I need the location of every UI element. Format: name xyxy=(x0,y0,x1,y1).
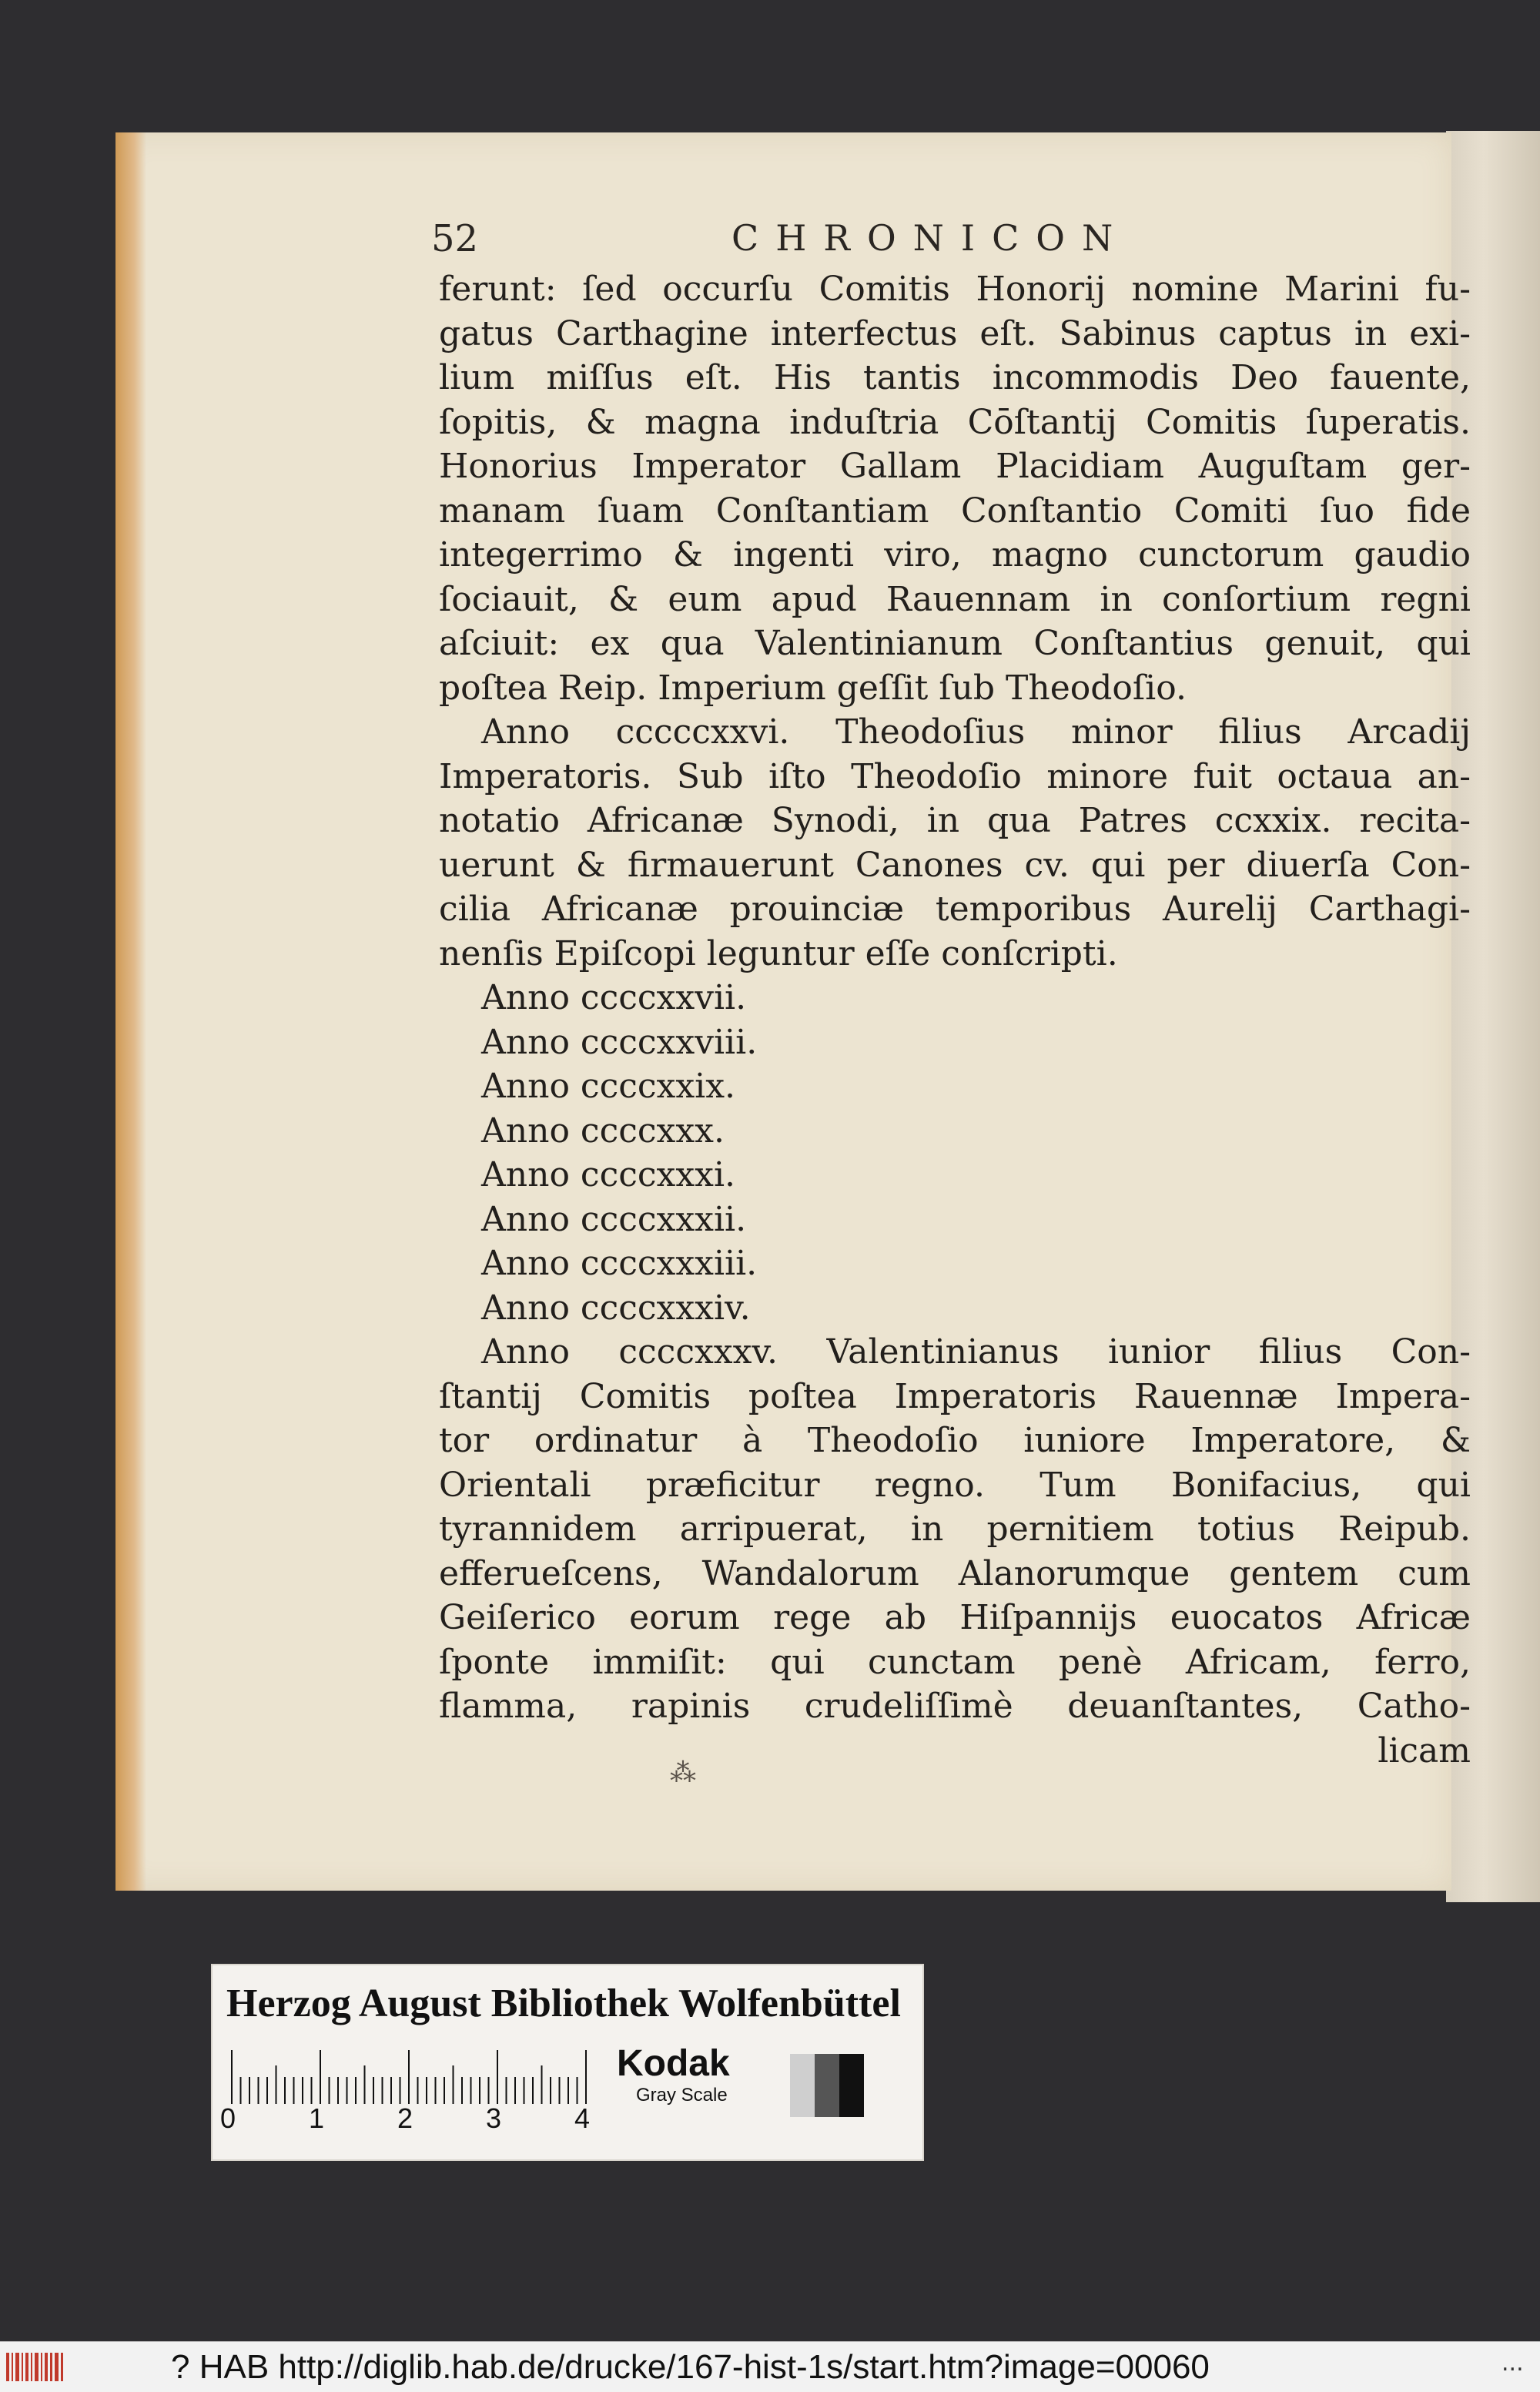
text-line: Anno ccccxxxiv. xyxy=(481,1288,751,1328)
ornament-icon: ⁂ xyxy=(670,1757,696,1788)
kodak-subtitle: Gray Scale xyxy=(636,2085,728,2106)
text-line: aſciuit: ex qua Valentinianum Conſtantius genuit, qui xyxy=(439,624,1471,663)
text-line: licam xyxy=(1378,1730,1471,1771)
text-line: ſociauit, & eum apud Rauennam in conſortium regni xyxy=(439,579,1471,619)
ruler-label: 4 xyxy=(574,2102,591,2134)
text-line: Anno ccccxxviii. xyxy=(481,1022,758,1062)
text-line: ſponte immiſit: qui cunctam penè Africam, ferro, xyxy=(439,1642,1471,1682)
text-line: Orientali præficitur regno. Tum Bonifacius, qui xyxy=(439,1465,1471,1505)
text-line: integerrimo & ingenti viro, magno cunctorum gaudio xyxy=(439,535,1471,575)
status-url-link[interactable]: ? HAB http://diglib.hab.de/drucke/167-hist-1s/start.htm?image=00060 xyxy=(171,2348,1210,2386)
text-line: manam ſuam Conſtantiam Conſtantio Comiti ſuo fide xyxy=(439,491,1471,531)
text-line: Geiſerico eorum rege ab Hiſpannijs euocatos Africæ xyxy=(439,1598,1471,1637)
text-line: nenſis Epiſcopi leguntur eſſe conſcripti. xyxy=(439,933,1118,973)
text-line: Anno ccccxxxi. xyxy=(481,1155,735,1194)
card-title: Herzog August Bibliothek Wolfenbüttel xyxy=(226,1982,901,2025)
book-page xyxy=(116,132,1471,1891)
text-line: Anno ccccxxix. xyxy=(481,1067,735,1106)
text-line: flamma, rapinis crudeliſſimè deuanſtantes, Catho- xyxy=(439,1687,1471,1726)
text-line: Anno cccccxxvi. Theodoſius minor filius Arcadij xyxy=(481,712,1471,752)
color-calibration-card xyxy=(211,1964,924,2161)
text-line: ſtantij Comitis poſtea Imperatoris Rauennæ Impera- xyxy=(439,1376,1471,1416)
text-line: ſopitis, & magna induſtria Cōſtantij Comitis ſuperatis. xyxy=(439,402,1471,442)
ruler-label: 3 xyxy=(486,2102,502,2134)
ruler-label: 2 xyxy=(397,2102,413,2134)
text-line: Anno ccccxxvii. xyxy=(481,978,747,1017)
page-number: 52 xyxy=(431,217,479,260)
text-body xyxy=(439,267,1471,1773)
text-line: cilia Africanæ prouinciæ temporibus Aurelij Carthagi- xyxy=(439,889,1471,929)
text-line: Anno ccccxxxiii. xyxy=(481,1244,758,1283)
kodak-logo: Kodak xyxy=(617,2043,730,2084)
text-line: gatus Carthagine interfectus eſt. Sabinus captus in exi- xyxy=(439,313,1471,353)
gray-scale-patches xyxy=(790,2054,864,2117)
text-line: lium miſſus eſt. His tantis incommodis Deo fauente, xyxy=(439,358,1471,397)
text-line: Imperatoris. Sub iſto Theodoſio minore fuit octaua an- xyxy=(439,756,1471,796)
text-line: notatio Africanæ Synodi, in qua Patres ccxxix. recita- xyxy=(439,801,1471,840)
ruler-label: 0 xyxy=(220,2102,236,2134)
text-line: tor ordinatur à Theodoſio iuniore Imperatore, & xyxy=(439,1421,1471,1460)
text-line: uerunt & firmauerunt Canones cv. qui per diuerſa Con- xyxy=(439,845,1471,885)
page-edge xyxy=(116,132,146,1891)
ruler-label: 1 xyxy=(309,2102,325,2134)
more-icon[interactable]: ... xyxy=(1502,2350,1524,2377)
running-head-title: CHRONICON xyxy=(732,217,1130,259)
text-line: Honorius Imperator Gallam Placidiam Auguſtam ger- xyxy=(439,447,1471,486)
ruler xyxy=(228,2050,590,2104)
text-line: ferunt: ſed occurſu Comitis Honorij nomine Marini fu- xyxy=(439,270,1471,309)
status-bar xyxy=(0,2341,1540,2392)
barcode-icon xyxy=(5,2350,66,2384)
text-line: poſtea Reip. Imperium geſſit ſub Theodoſio. xyxy=(439,668,1187,708)
running-head xyxy=(431,217,1471,271)
text-line: tyrannidem arripuerat, in pernitiem totius Reipub. xyxy=(439,1509,1471,1549)
text-line: Anno ccccxxx. xyxy=(481,1111,725,1151)
text-line: efferueſcens, Wandalorum Alanorumque gentem cum xyxy=(439,1553,1471,1593)
ruler-ticks-icon xyxy=(228,2050,590,2104)
text-line: Anno ccccxxxii. xyxy=(481,1199,747,1239)
text-line: Anno ccccxxxv. Valentinianus iunior filius Con- xyxy=(481,1332,1471,1372)
